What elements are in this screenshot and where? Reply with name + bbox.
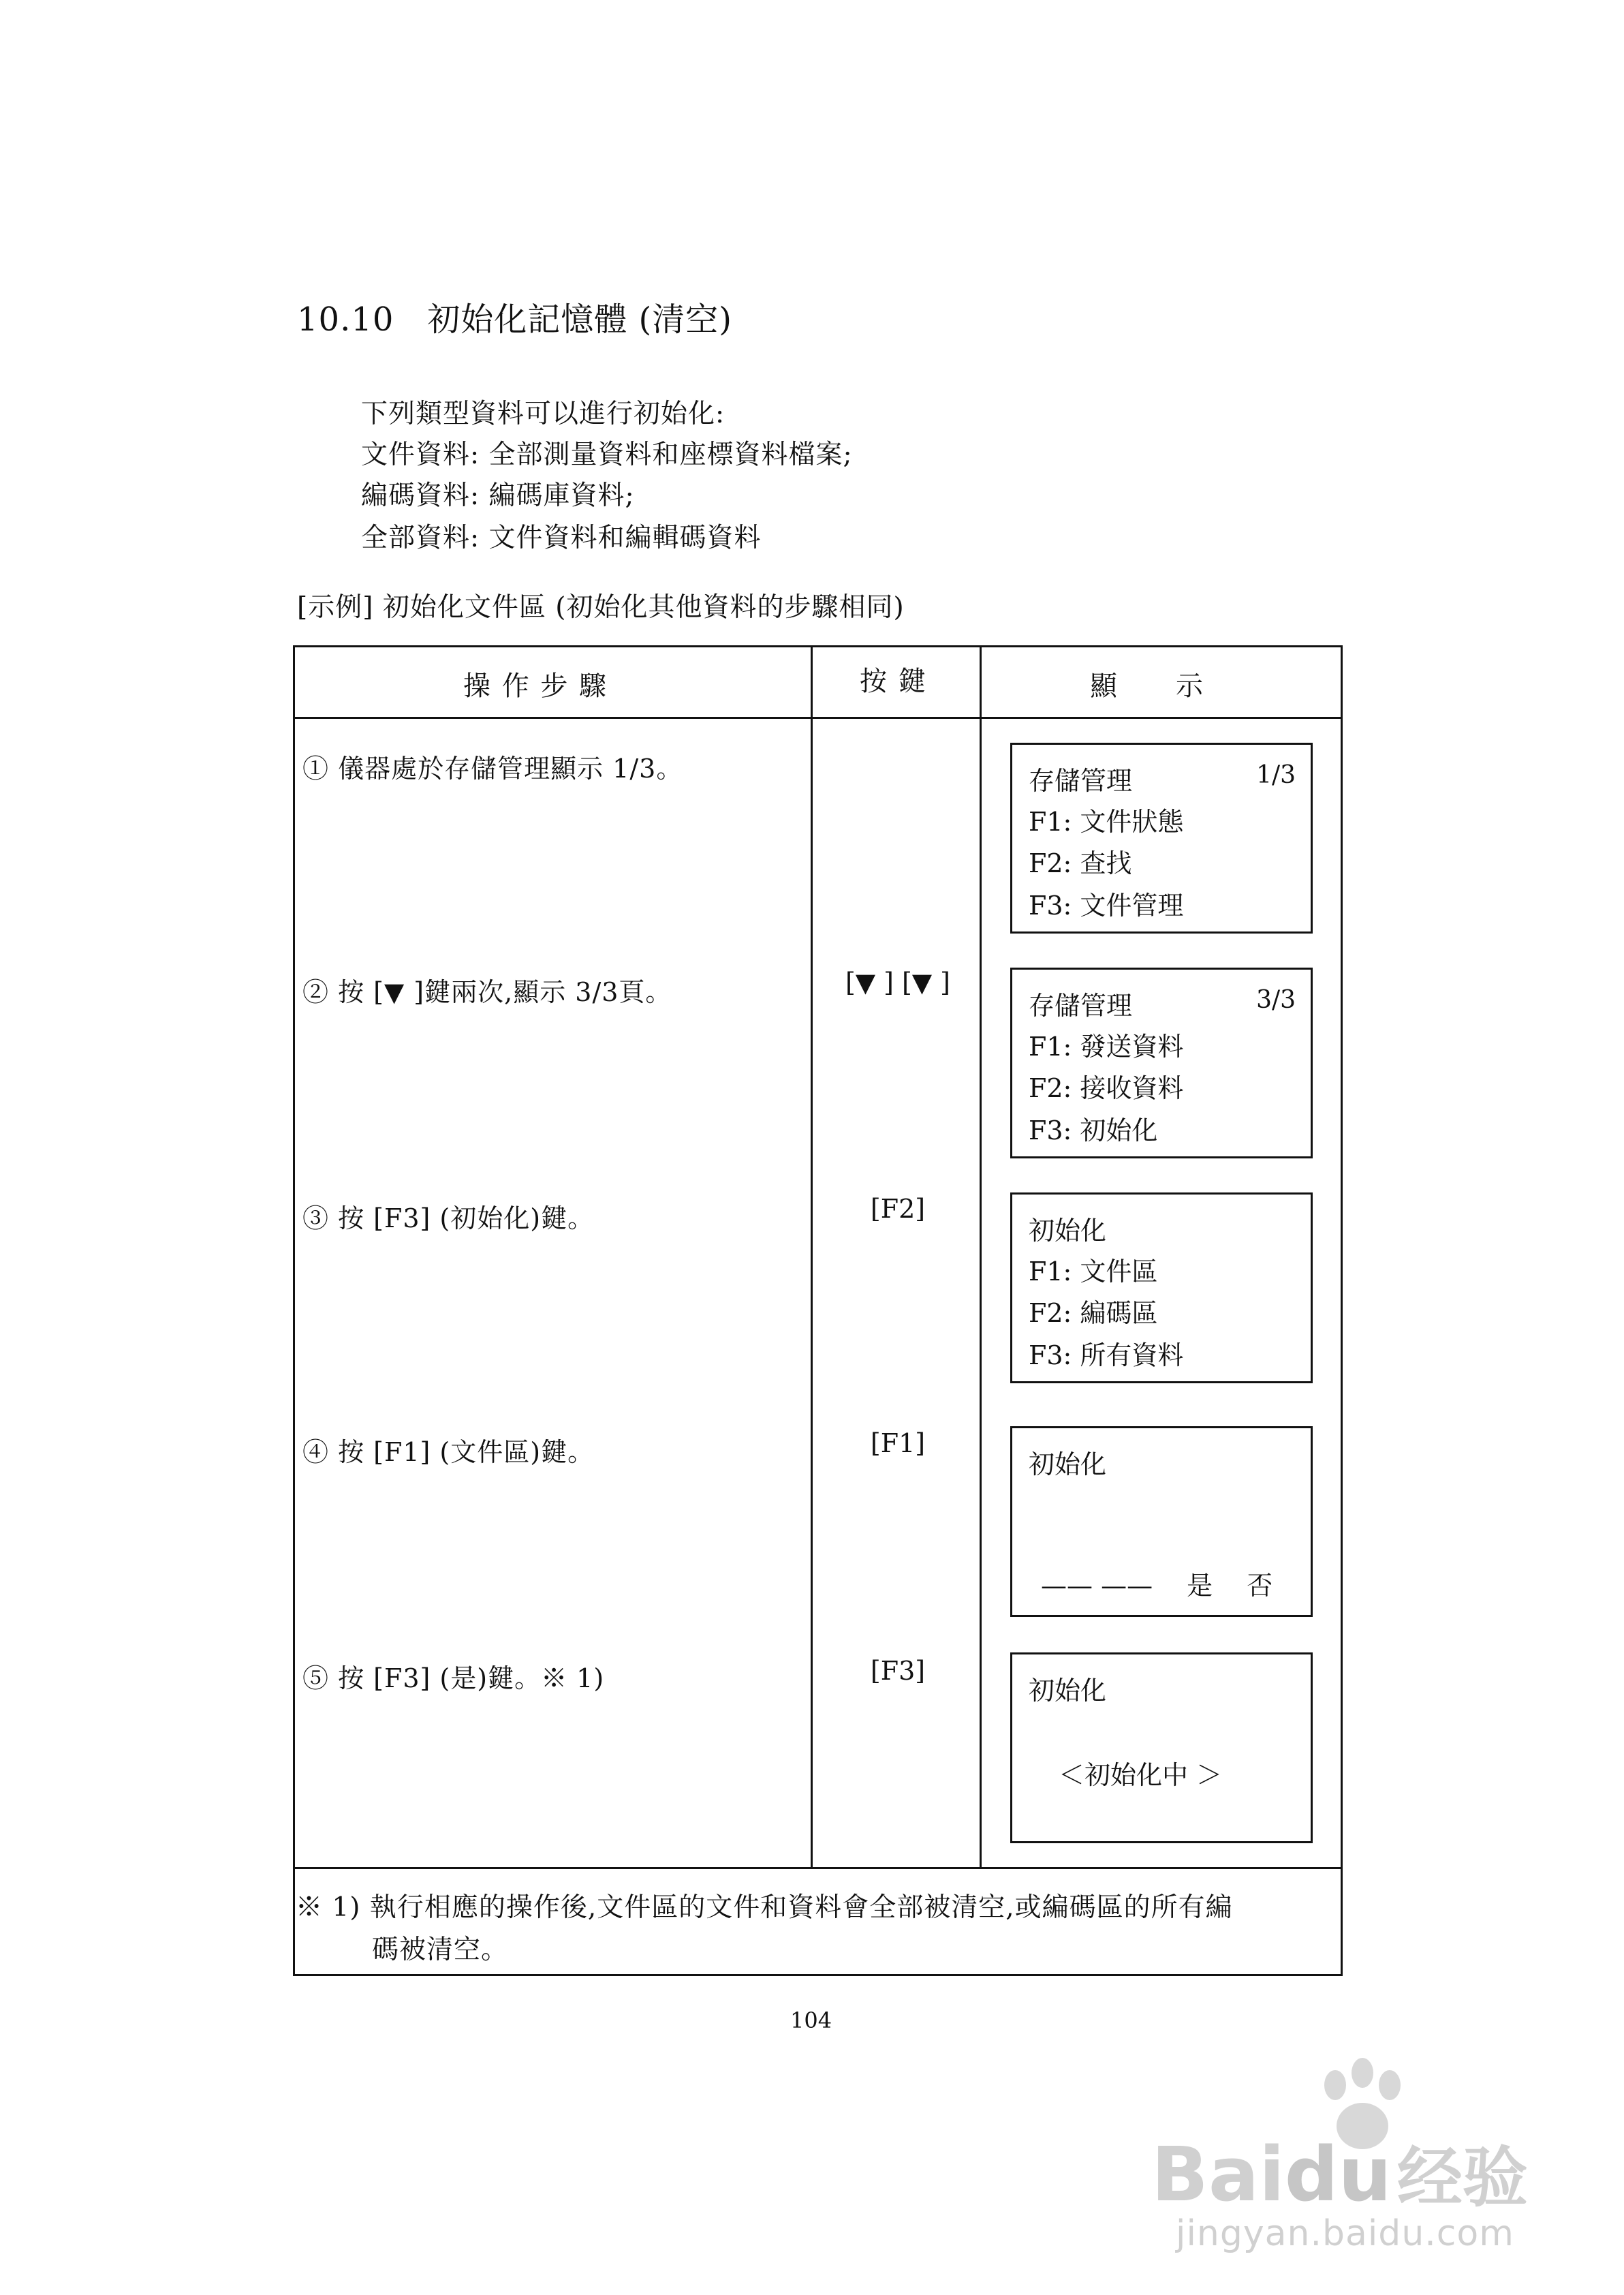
lcd-title: 初始化 bbox=[1029, 1216, 1107, 1246]
lcd-line: F3: 文件管理 bbox=[1029, 891, 1184, 921]
section-number: 10.10 bbox=[297, 301, 394, 339]
lcd-display-4 bbox=[1010, 1426, 1313, 1617]
lcd-line: F1: 文件狀態 bbox=[1029, 807, 1184, 837]
key-5: [F3] bbox=[870, 1656, 926, 1686]
example-caption: [示例] 初始化文件區 (初始化其他資料的步驟相同) bbox=[297, 592, 905, 623]
section-title bbox=[297, 293, 732, 340]
header-steps: 操 作 步 驟 bbox=[463, 671, 608, 702]
lcd-title: 存儲管理 bbox=[1029, 766, 1133, 796]
page-number: 104 bbox=[790, 2007, 832, 2033]
watermark-url: jingyan.baidu.com bbox=[1176, 2213, 1514, 2254]
key-2: [▼ ] [▼ ] bbox=[845, 968, 950, 998]
header-display: 顯 示 bbox=[1090, 671, 1204, 702]
intro-line: 文件資料: 全部測量資料和座標資料檔案; bbox=[361, 440, 853, 470]
baidu-watermark bbox=[1151, 2058, 1546, 2262]
column-divider bbox=[811, 645, 813, 1869]
step-4: ④ 按 [F1] (文件區)鍵。 bbox=[302, 1437, 595, 1467]
lcd-line: F3: 所有資料 bbox=[1029, 1340, 1184, 1370]
intro-line: 全部資料: 文件資料和編輯碼資料 bbox=[361, 523, 762, 553]
step-2: ② 按 [▼ ]鍵兩次,顯示 3/3頁。 bbox=[302, 977, 672, 1007]
lcd-display-5 bbox=[1010, 1652, 1313, 1843]
intro-line: 下列類型資料可以進行初始化: bbox=[361, 399, 725, 429]
watermark-brand-du: du bbox=[1284, 2131, 1392, 2218]
header-keys: 按 鍵 bbox=[860, 666, 927, 697]
step-3: ③ 按 [F3] (初始化)鍵。 bbox=[302, 1203, 595, 1233]
footnote-line: 碼被清空。 bbox=[372, 1935, 509, 1965]
watermark-brand: Bai bbox=[1151, 2131, 1285, 2218]
step-5: ⑤ 按 [F3] (是)鍵。※ 1) bbox=[302, 1663, 605, 1693]
lcd-softkeys: —— —— 是 否 bbox=[1041, 1571, 1273, 1601]
lcd-line: F1: 發送資料 bbox=[1029, 1032, 1184, 1062]
step-1: ① 儀器處於存儲管理顯示 1/3。 bbox=[302, 754, 683, 784]
lcd-line: F2: 接收資料 bbox=[1029, 1073, 1184, 1103]
key-3: [F2] bbox=[870, 1194, 926, 1224]
intro-line: 編碼資料: 編碼庫資料; bbox=[361, 480, 635, 511]
lcd-title: 存儲管理 bbox=[1029, 991, 1133, 1021]
lcd-line: F2: 查找 bbox=[1029, 848, 1132, 878]
table-header-divider bbox=[293, 717, 1343, 719]
lcd-line: F2: 編碼區 bbox=[1029, 1298, 1158, 1328]
lcd-display-1 bbox=[1010, 743, 1313, 934]
watermark-brand-cn: 经验 bbox=[1396, 2140, 1528, 2216]
lcd-line: F1: 文件區 bbox=[1029, 1257, 1158, 1287]
lcd-status: ＜初始化中 ＞ bbox=[1059, 1760, 1223, 1790]
lcd-title: 初始化 bbox=[1029, 1449, 1107, 1479]
section-title-text: 初始化記憶體 (清空) bbox=[427, 301, 732, 339]
lcd-line: F3: 初始化 bbox=[1029, 1115, 1158, 1145]
lcd-title: 初始化 bbox=[1029, 1676, 1107, 1706]
key-4: [F1] bbox=[870, 1428, 926, 1458]
lcd-page: 3/3 bbox=[1256, 986, 1296, 1014]
lcd-page: 1/3 bbox=[1256, 761, 1296, 789]
lcd-display-3 bbox=[1010, 1192, 1313, 1383]
table-footer-divider bbox=[293, 1867, 1343, 1869]
lcd-display-2 bbox=[1010, 968, 1313, 1158]
footnote-line: ※ 1) 執行相應的操作後,文件區的文件和資料會全部被清空,或編碼區的所有編 bbox=[296, 1892, 1233, 1923]
